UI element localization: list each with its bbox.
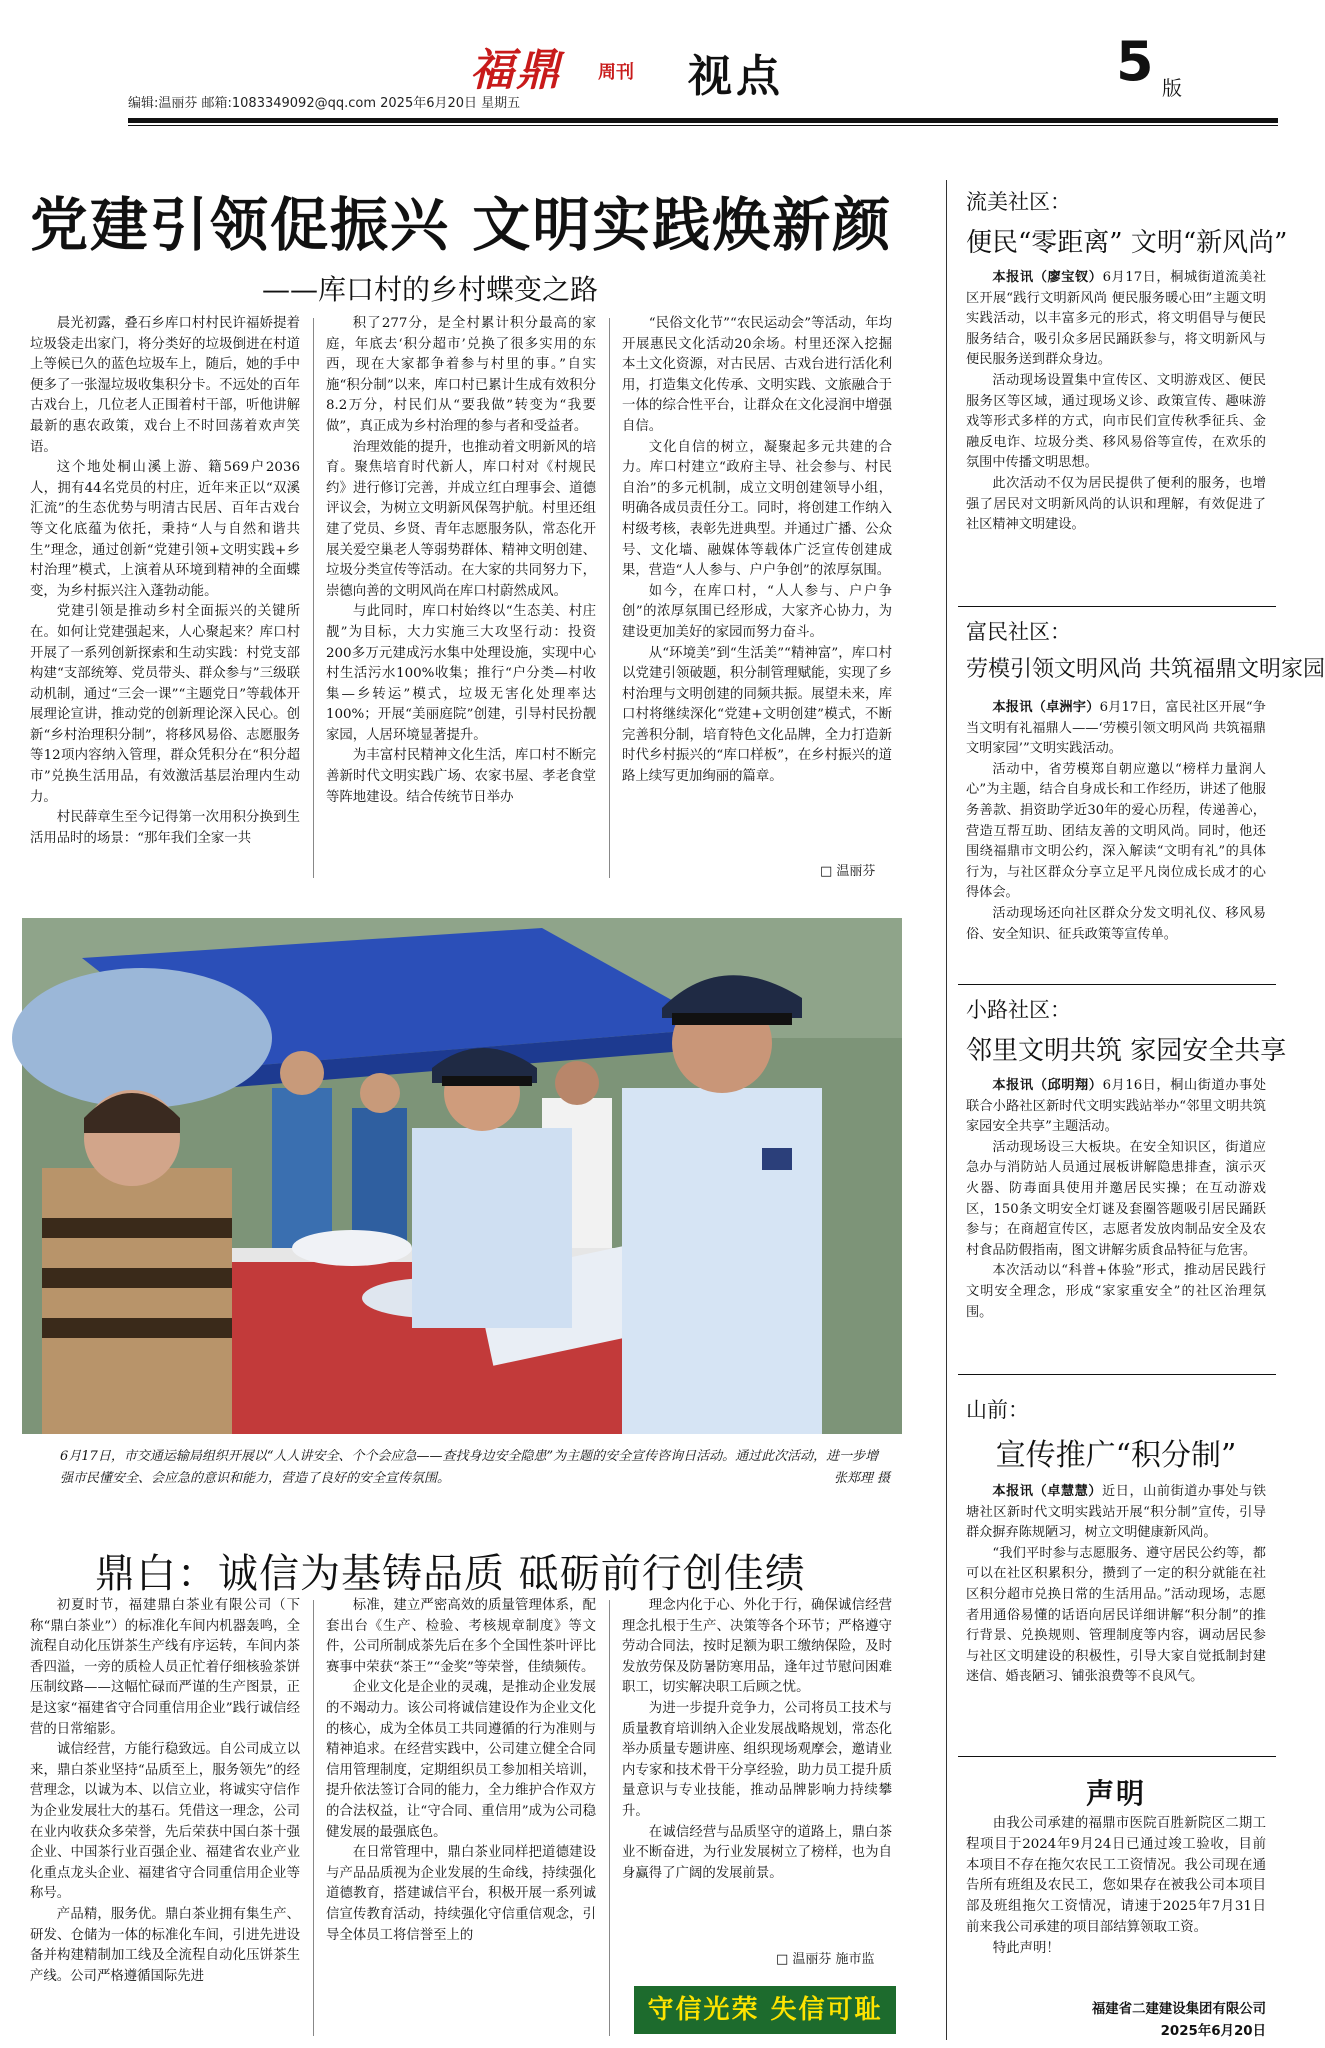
paragraph: 从“环境美”到“生活美”“精神富”，库口村以党建引领破题，积分制管理赋能，实现了乡村治理与文明创建的同频共振。展望未来，库口村将继续深化“党建+文明创建”模式，不断完善积分制，培育特色文化品牌，全力打造新时代乡村振兴的“库口样板”，在乡村振兴的道路上续写更加绚丽的篇章。 [622,645,892,785]
notice-closing: 特此声明！ [992,1940,1060,1956]
paragraph: 理念内化于心、外化于行，确保诚信经营理念扎根于生产、决策等各个环节；严格遵守劳动合同法，按时足额为职工缴纳保险，及时发放劳保及防暑防寒用品，逢年过节慰问困难职工，切实解决职工后顾之忧。 [622,1598,892,1696]
paragraph: 标准，建立严密高效的质量管理体系，配套出台《生产、检验、考核规章制度》等文件，公司所制成茶先后在多个全国性茶叶评比赛事中荣获“茶王”“金奖”等荣誉，佳绩频传。 [326,1598,596,1675]
paragraph: 活动中，省劳模郑自朝应邀以“榜样力量润人心”为主题，结合自身成长和工作经历，讲述了他服务善款、捐资助学近30年的爱心历程，传递善心，营造互帮互助、团结友善的文明风尚。同时，他还围绕福鼎市文明公约，深入解读“文明有礼”的具体行为，与社区群众分享立足平凡岗位成长成才的心得体会。 [966,761,1266,901]
sidebar-lead: 本报讯（卓慧慧） [992,1484,1103,1499]
header-rule [128,118,1278,123]
sidebar-lead: 本报讯（邱明翔） [992,1078,1103,1093]
paragraph: 晨光初露，叠石乡库口村村民许福娇提着垃圾袋走出家门，将分类好的垃圾倒进在村道上等候已久的蓝色垃圾车上，随后，她的手中便多了一张湿垃圾收集积分卡。不远处的百年古戏台上，几位老人正围着村干部，听他讲解最新的惠农政策，戏台上不时回荡着欢声笑语。 [30,316,300,455]
second-article-byline: □ 温丽芬 施市监 [776,1952,875,1967]
sidebar-item-body [966,1482,1266,1746]
sidebar-item-label: 富民社区： [966,620,1071,644]
photo-caption-text: 6月17日，市交通运输局组织开展以“人人讲安全、个个会应急——查找身边安全隐患”为主题的安全宣传咨询日活动。通过此次活动，进一步增强市民懂安全、会应急的意识和能力，营造了良好的安全宣传氛围。 [60,1449,879,1486]
masthead-weekly: 周刊 [598,62,634,83]
paragraph: 诚信经营，方能行稳致远。自公司成立以来，鼎白茶业坚持“品质至上，服务领先”的经营理念，以诚为本、以信立业，将诚实守信作为企业发展壮大的基石。凭借这一理念，公司在业内收获众多荣誉，先后荣获中国白茶十强企业、中国茶行业百强企业、福建省农业产业化重点龙头企业、福建省守合同重信用企业等称号。 [30,1742,300,1902]
paragraph: 初夏时节，福建鼎白茶业有限公司（下称“鼎白茶业”）的标准化车间内机器轰鸣，全流程自动化压饼茶生产线有序运转，车间内茶香四溢，一旁的质检人员正忙着仔细核验茶饼压制纹路——这幅忙碌而严谨的生产图景，正是这家“福建省守合同重信用企业”践行诚信经营的日常缩影。 [30,1598,300,1737]
page-unit: 版 [1162,76,1182,100]
sidebar-item-label: 山前： [966,1398,1029,1422]
paragraph: 活动现场设置集中宣传区、文明游戏区、便民服务区等区域，通过现场义诊、政策宣传、趣味游戏等形式多样的方式，向市民们宣传秋季征兵、金融反电诈、垃圾分类、移风易俗等宣传，在欢乐的氛围中传播文明思想。 [966,372,1266,471]
paragraph: 6月17日，桐城街道流美社区开展“践行文明新风尚 便民服务暖心田”主题文明实践活动，以丰富多元的形式，将文明倡导与便民服务结合，吸引众多居民踊跃参与，将文明新风与便民服务送到群众身边。 [966,270,1267,368]
paragraph: 积了277分，是全村累计积分最高的家庭，年底去‘积分超市’兑换了很多实用的东西，现在大家都争着参与村里的事。”自实施“积分制”以来，库口村已累计生成有效积分8.2万分，村民们从“要我做”转变为“我要做”，真正成为乡村治理的参与者和受益者。 [326,316,596,434]
masthead-logo: 福鼎 [470,45,562,96]
column-divider [313,1600,314,2036]
header-meta: 编辑:温丽芬 邮箱:1083349092@qq.com 2025年6月20日 星期五 [128,96,521,111]
column-divider [609,318,610,878]
photo-illustration [22,918,902,1434]
paragraph: 治理效能的提升，也推动着文明新风的培育。聚焦培育时代新人，库口村对《村规民约》进行修订完善，并成立红白理事会、道德评议会，为树立文明新风保驾护航。村里还组建了党员、乡贤、青年志愿服务队，常态化开展关爱空巢老人等弱势群体、精神文明创建、垃圾分类宣传等活动。在大家的共同努力下，崇德向善的文明风尚在库口村蔚然成风。 [326,439,596,599]
second-article-column-2 [326,1596,596,2036]
sidebar-item-body [966,698,1266,976]
paragraph: 本次活动以“科普+体验”形式，推动居民践行文明安全理念，形成“家家重安全”的社区治理氛围。 [966,1263,1266,1320]
paragraph: 企业文化是企业的灵魂，是推动企业发展的不竭动力。该公司将诚信建设作为企业文化的核心，成为全体员工共同遵循的行为准则与精神追求。在经营实践中，公司建立健全合同信用管理制度，定期组织员工参加相关培训，提升依法签订合同的能力，全力维护合作双方的合法权益，让“守合同、重信用”成为公司稳健发展的最强底色。 [326,1680,596,1840]
column-divider [313,318,314,878]
paragraph: 为丰富村民精神文化生活，库口村不断完善新时代文明实践广场、农家书屋、孝老食堂等阵地建设。结合传统节日举办 [326,748,596,805]
second-article-column-3 [622,1596,892,1946]
paragraph: 在诚信经营与品质坚守的道路上，鼎白茶业不断奋进，为行业发展树立了榜样，也为自身赢得了广阔的发展前景。 [622,1824,892,1881]
paragraph: 产品精，服务优。鼎白茶业拥有集生产、研发、仓储为一体的标准化车间，引进先进设备并构建精制加工线及全流程自动化压饼茶生产线。公司严格遵循国际先进 [30,1906,300,1984]
column-divider [609,1600,610,2036]
notice-date: 2025年6月20日 [1160,2024,1266,2039]
sidebar-separator [958,1374,1276,1375]
paragraph: 此次活动不仅为居民提供了便利的服务，也增强了居民对文明新风尚的认识和理解，有效促进了社区精神文明建设。 [966,475,1266,533]
main-article-column-1 [30,314,300,884]
photo-credit: 张郑理 摄 [833,1471,890,1486]
sidebar-item-label: 流美社区： [966,190,1071,214]
section-name: 视点 [688,51,784,102]
news-photo [22,918,902,1434]
second-article-headline: 鼎白：诚信为基铸品质 砥砺前行创佳绩 [95,1551,806,1597]
paragraph: 近日，山前街道办事处与铁塘社区新时代文明实践站开展“积分制”宣传，引导群众摒弃陈规陋习，树立文明健康新风尚。 [966,1484,1267,1541]
sidebar-item-title: 宣传推广“积分制” [995,1438,1237,1473]
notice-body [966,1814,1266,1960]
sidebar-item-title: 邻里文明共筑 家园安全共享 [966,1036,1287,1066]
notice-text: 由我公司承建的福鼎市医院百胜新院区二期工程项目于2024年9月24日已通过竣工验收，目前本项目不存在拖欠农民工工资情况。我公司现在通告所有班组及农民工，您如果存在被我公司本项目部及班组拖欠工资情况，请速于2025年7月31日前来我公司承建的项目部结算领取工资。 [966,1816,1266,1935]
paragraph: 村民薛章生至今记得第一次用积分换到生活用品时的场景：“那年我们全家一共 [30,810,300,846]
paragraph: “民俗文化节”“农民运动会”等活动，年均开展惠民文化活动20余场。村里还深入挖掘本土文化资源，对古民居、古戏台进行活化利用，打造集文化传承、文明实践、文旅融合于一体的综合性平台，让群众在文化浸润中增强自信。 [622,316,892,434]
paragraph: “我们平时参与志愿服务、遵守居民公约等，都可以在社区积累积分，攒到了一定的积分就能在社区积分超市兑换日常的生活用品。”活动现场，志愿者用通俗易懂的话语向居民详细讲解“积分制”的推行背景、兑换规则、管理制度等内容，调动居民参与社区文明建设的积极性，引导大家自觉抵制封建迷信、婚丧陋习、铺张浪费等不良风气。 [966,1545,1266,1685]
sidebar-separator [958,984,1276,985]
page-number: 5 [1116,30,1154,93]
paragraph: 这个地处桐山溪上游、籍569户2036人，拥有44名党员的村庄，近年来正以“双溪汇流”的生态优势与明清古民居、百年古戏台等文化底蕴为依托，秉持“人与自然和谐共生”理念，通过创新“党建引领+文明实践+乡村治理”模式，上演着从环境到精神的全面蝶变，为乡村振兴注入蓬勃动能。 [30,460,300,599]
sidebar-item-body [966,1076,1266,1366]
main-headline: 党建引领促振兴 文明实践焕新颜 [30,191,893,259]
paragraph: 为进一步提升竞争力，公司将员工技术与质量教育培训纳入企业发展战略规划，常态化举办质量专题讲座、组织现场观摩会，邀请业内专家和技术骨干分享经验，助力员工提升质量意识与专业技能，推动品牌影响力持续攀升。 [622,1700,892,1819]
main-byline: □ 温丽芬 [820,864,876,879]
sidebar-lead: 本报讯（卓洲宇） [992,700,1100,715]
sidebar-item-title: 便民“零距离” 文明“新风尚” [966,228,1288,258]
sidebar-lead: 本报讯（廖宝钗） [992,270,1103,285]
paragraph: 文化自信的树立，凝聚起多元共建的合力。库口村建立“政府主导、社会参与、村民自治”的多元机制，成立文明创建领导小组，明确各成员责任分工。同时，将创建工作纳入村级考核，表彰先进典型。并通过广播、公众号、文化墙、融媒体等载体广泛宣传创建成果，营造“人人参与、户户争创”的浓厚氛围。 [622,439,892,579]
paragraph: 党建引领是推动乡村全面振兴的关键所在。如何让党建强起来，人心聚起来？库口村开展了一系列创新探索和生动实践：村党支部构建“支部统筹、党员带头、群众参与”三级联动机制，通过“三会一课”“主题党日”等载体开展理论宣讲，推动党的创新理论深入民心。创新“乡村治理积分制”，将移风易俗、志愿服务等12项内容纳入管理，群众凭积分在“积分超市”兑换生活用品，有效激活基层治理内生动力。 [30,604,300,805]
second-article-column-1 [30,1596,300,2036]
paragraph: 6月16日，桐山街道办事处联合小路社区新时代文明实践站举办“邻里文明共筑 家园安全共享”主题活动。 [966,1078,1267,1135]
notice-title: 声明 [1085,1777,1146,1810]
paragraph: 与此同时，库口村始终以“生态美、村庄靓”为目标，大力实施三大攻坚行动：投资200多万元建成污水集中处理设施，实现中心村生活污水100%收集；推行“户分类—村收集—乡转运”模式，垃圾无害化处理率达100%；开展“美丽庭院”创建，引导村民扮靓家园，人居环境显著提升。 [326,604,596,743]
sidebar-separator [958,1756,1276,1757]
paragraph: 在日常管理中，鼎白茶业同样把道德建设与产品品质视为企业发展的生命线，持续强化道德教育，搭建诚信平台，积极开展一系列诚信宣传教育活动，持续强化守信重信观念，引导全体员工将信誉至上的 [326,1845,596,1943]
sidebar-divider [946,180,947,2040]
sidebar-item-label: 小路社区： [966,998,1071,1022]
main-subhead: ——库口村的乡村蝶变之路 [262,273,599,306]
notice-organization: 福建省二建建设集团有限公司 [1091,2002,1266,2017]
main-article-column-2 [326,314,596,884]
integrity-slogan-banner: 守信光荣 失信可耻 [634,1986,896,2034]
header-rule-thin [128,125,1278,126]
paragraph: 6月17日，富民社区开展“争当文明有礼福鼎人——‘劳模引领文明风尚 共筑福鼎文明家园’”文明实践活动。 [966,700,1266,757]
paragraph: 活动现场还向社区群众分发文明礼仪、移风易俗、安全知识、征兵政策等宣传单。 [966,905,1266,942]
paragraph: 如今，在库口村，“人人参与、户户争创”的浓厚氛围已经形成，大家齐心协力，为建设更加美好的家园而努力奋斗。 [622,583,892,640]
sidebar-item-body [966,268,1266,598]
photo-caption [60,1446,890,1490]
sidebar-separator [958,606,1276,607]
paragraph: 活动现场设三大板块。在安全知识区，街道应急办与消防站人员通过展板讲解隐患排查，演示灭火器、防毒面具使用并邀居民实操；在互动游戏区，150条文明安全灯谜及套圈答题吸引居民踊跃参与；在商超宣传区，志愿者发放肉制品安全及农村食品防假指南，图文讲解劣质食品特征与危害。 [966,1139,1266,1258]
sidebar-item-title: 劳模引领文明风尚 共筑福鼎文明家园 [966,657,1325,682]
main-article-column-3 [622,314,892,854]
